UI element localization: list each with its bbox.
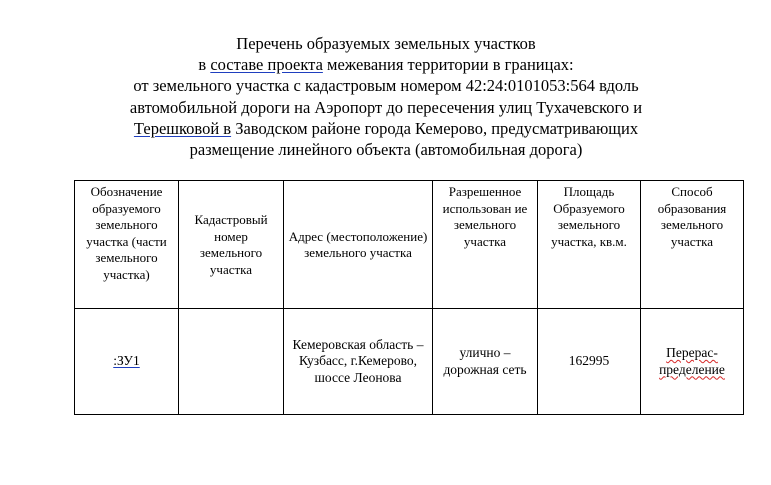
header-address: Адрес (местоположение) земельного участка [284, 181, 433, 309]
cell-cadastral-number [179, 309, 284, 415]
title-line-2-post: межевания территории в границах: [322, 55, 574, 75]
permitted-use-value: улично – дорожная сеть [443, 345, 527, 377]
header-formation-method: Способ образования земельного участка [641, 181, 744, 309]
title-line-2-underlined: составе проекта [210, 55, 323, 75]
title-line-2-pre: в [198, 55, 211, 75]
formation-method-value: Перерас-пределение [659, 345, 725, 377]
table-header-row [75, 181, 744, 309]
header-cadastral-number: Кадастровый номер земельного участка [179, 181, 284, 309]
cell-address [284, 309, 433, 415]
header-permitted-use: Разрешенное использован ие земельного участка [433, 181, 538, 309]
header-designation: Обозначение образуемого земельного участка (части земельного участка) [75, 181, 179, 309]
title-line-5-post: Заводском районе города Кемерово, предусматривающих [231, 118, 639, 138]
designation-value: :ЗУ1 [113, 353, 140, 369]
title-line-5-underlined: Терешковой в [133, 118, 232, 138]
title-line-5 [60, 118, 712, 139]
cell-area: 162995 [538, 309, 641, 415]
title-line-6: размещение линейного объекта (автомобильная дорога) [189, 140, 583, 160]
table-row [75, 309, 744, 415]
title-line-3: от земельного участка с кадастровым номером 42:24:0101053:564 вдоль [133, 76, 639, 96]
cell-permitted-use [433, 309, 538, 415]
title-line-1: Перечень образуемых земельных участков [236, 34, 536, 53]
land-plots-table [74, 180, 744, 415]
cell-formation-method [641, 309, 744, 415]
document-title [60, 33, 712, 160]
cell-designation [75, 309, 179, 415]
header-area: Площадь Образуемого земельного участка, кв.м. [538, 181, 641, 309]
address-value: Кемеровская область – Кузбасс, г.Кемерово, шоссе Леонова [292, 336, 424, 385]
title-line-4: автомобильной дороги на Аэропорт до пересечения улиц Тухачевского и [129, 97, 643, 117]
title-line-2 [60, 54, 712, 75]
